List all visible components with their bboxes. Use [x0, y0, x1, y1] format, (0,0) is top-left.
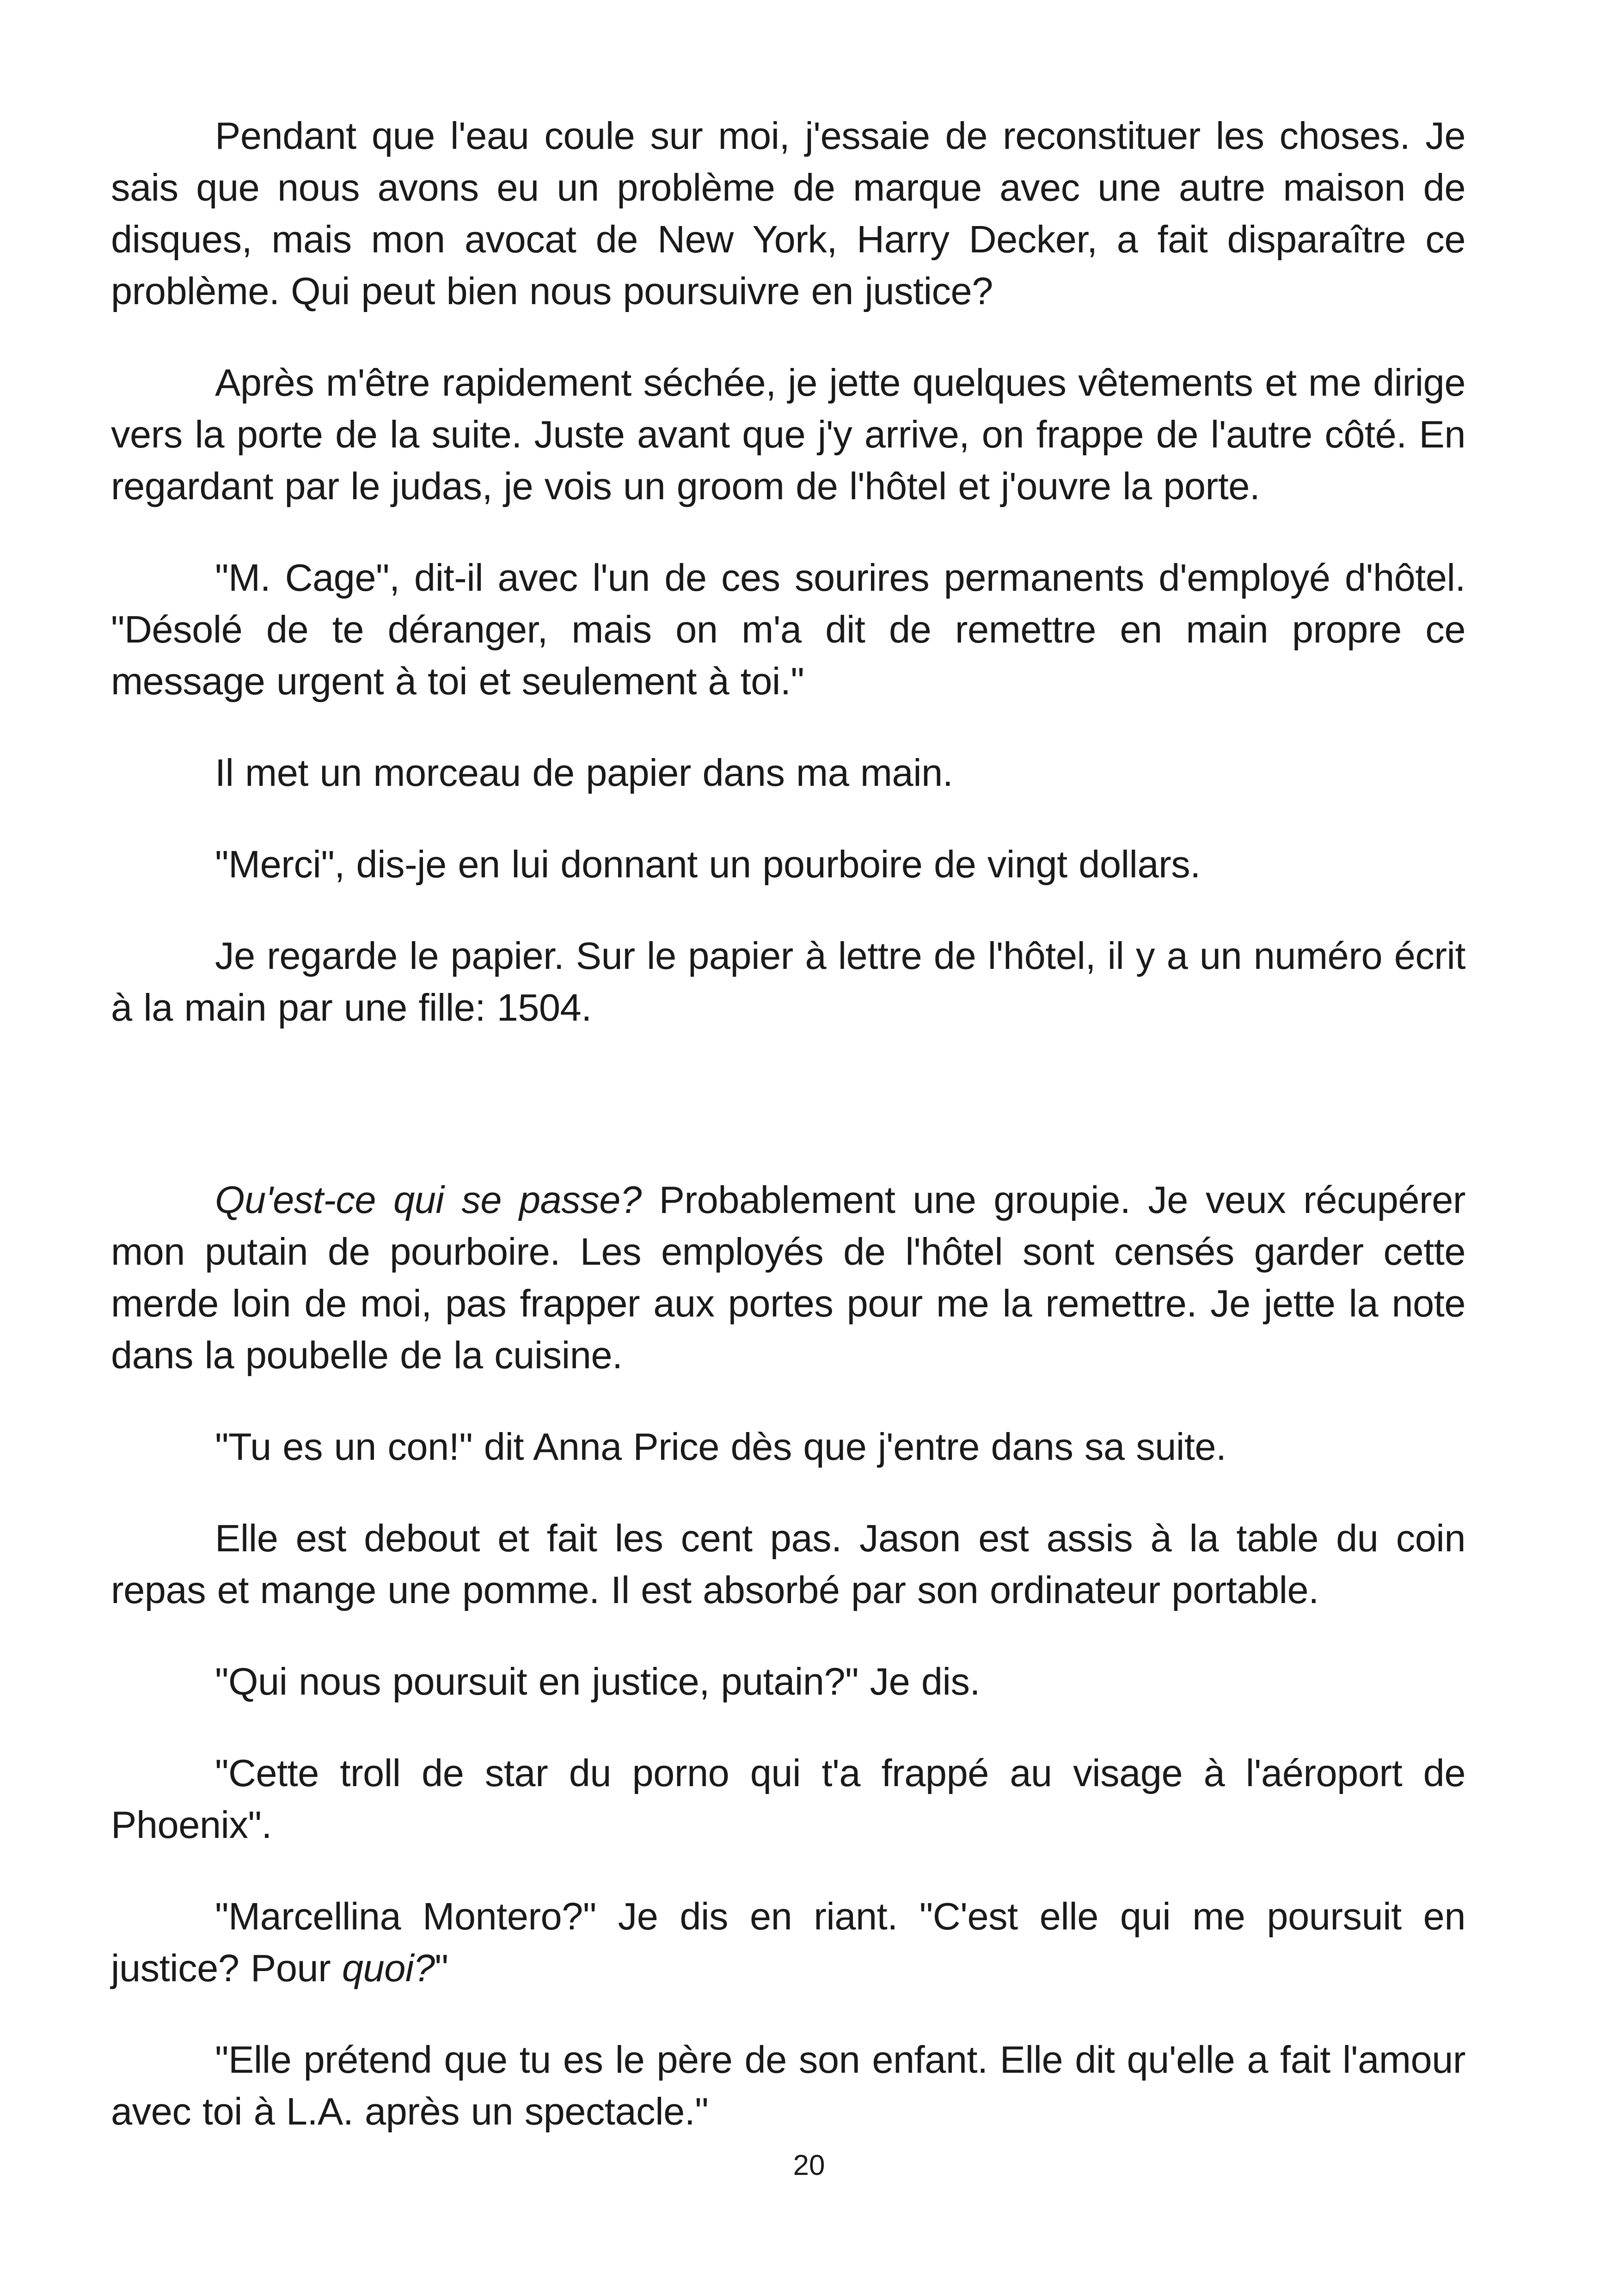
paragraph-4: Il met un morceau de papier dans ma main. [215, 751, 953, 794]
paragraph-7-italic: Qu'est-ce qui se passe? [215, 1178, 642, 1221]
paragraph-3: "M. Cage", dit-il avec l'un de ces sourires permanents d'employé d'hôtel. "Désolé de te déranger, mais on m'a dit de remettre en main propre ce message urgent à toi et seulement à toi." [111, 556, 1465, 703]
paragraph-9: Elle est debout et fait les cent pas. Jason est assis à la table du coin repas et mange une pomme. Il est absorbé par son ordinateur portable. [111, 1517, 1465, 1611]
paragraph-13: "Elle prétend que tu es le père de son enfant. Elle dit qu'elle a fait l'amour avec toi à L.A. après un spectacle." [111, 2038, 1465, 2133]
paragraph-8: "Tu es un con!" dit Anna Price dès que j'entre dans sa suite. [215, 1425, 1226, 1468]
paragraph-12-italic: quoi? [342, 1947, 435, 1990]
paragraph-7-text: Probablement une groupie. Je veux récupérer mon putain de pourboire. Les employés de l'hôtel sont censés garder cette merde loin de moi, pas frapper aux portes pour me la remettre. Je jette la note dans la poubelle de la cuisine. [111, 1178, 1465, 1377]
body-text [111, 110, 1465, 2137]
paragraph-12-text: "Marcellina Montero?" Je dis en riant. "C'est elle qui me poursuit en justice? Pour [111, 1895, 1465, 1990]
paragraph-7 [111, 1174, 1465, 1381]
paragraph-2: Après m'être rapidement séchée, je jette quelques vêtements et me dirige vers la porte de la suite. Juste avant que j'y arrive, on frappe de l'autre côté. En regardant par le judas, je vois un groom de l'hôtel et j'ouvre la porte. [111, 361, 1465, 508]
paragraph-10: "Qui nous poursuit en justice, putain?" Je dis. [215, 1660, 981, 1703]
page-number: 20 [793, 2149, 825, 2181]
paragraph-1: Pendant que l'eau coule sur moi, j'essaie de reconstituer les choses. Je sais que nous avons eu un problème de marque avec une autre maison de disques, mais mon avocat de New York, Harry Decker, a fait disparaître ce problème. Qui peut bien nous poursuivre en justice? [111, 114, 1465, 312]
paragraph-5: "Merci", dis-je en lui donnant un pourboire de vingt dollars. [215, 843, 1201, 886]
paragraph-12-end: " [435, 1947, 448, 1990]
paragraph-11: "Cette troll de star du porno qui t'a frappé au visage à l'aéroport de Phoenix". [111, 1751, 1465, 1846]
paragraph-12 [111, 1891, 1465, 1994]
paragraph-6: Je regarde le papier. Sur le papier à lettre de l'hôtel, il y a un numéro écrit à la main par une fille: 1504. [111, 934, 1465, 1029]
